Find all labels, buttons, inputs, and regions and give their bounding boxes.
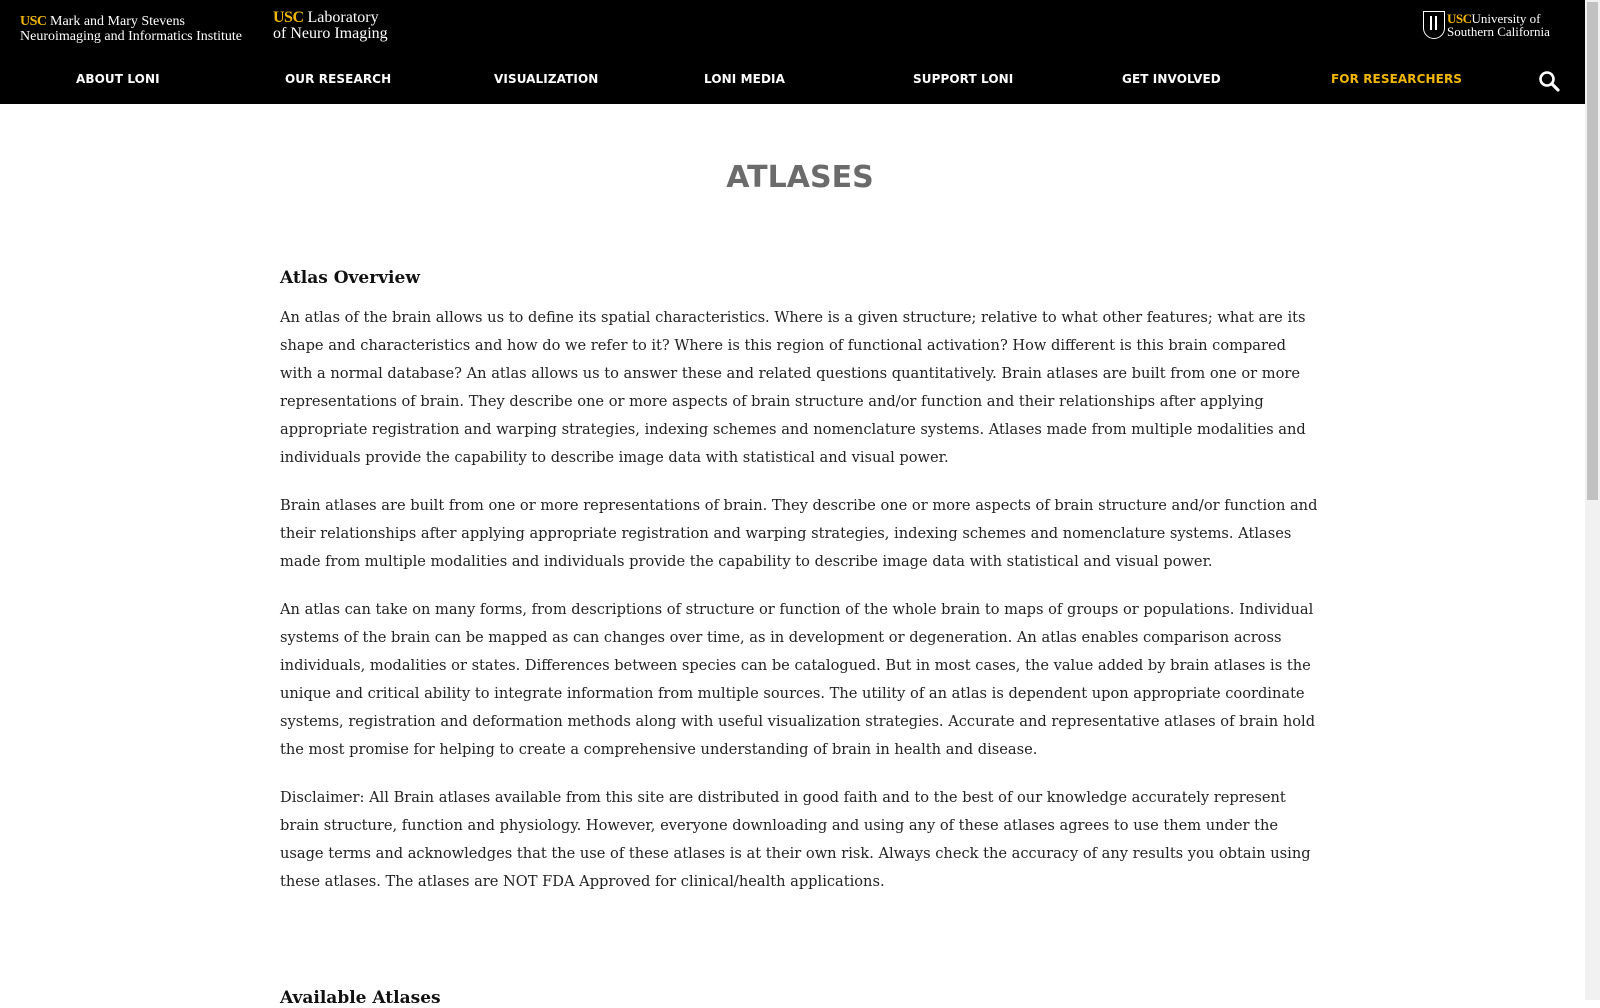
site-header — [0, 0, 1585, 104]
nav-loni-media[interactable]: LONI MEDIA — [704, 72, 785, 86]
section-heading-atlas-overview: Atlas Overview — [280, 268, 420, 288]
nav-get-involved[interactable]: GET INVOLVED — [1122, 72, 1221, 86]
logo-line: Laboratory — [307, 9, 379, 26]
nav-for-researchers[interactable]: FOR RESEARCHERS — [1331, 72, 1463, 86]
logo-line: of Neuro Imaging — [273, 25, 388, 42]
paragraph: An atlas of the brain allows us to define its spatial characteristics. Where is a given structure; relative to what other features; what are its shape and characteristics and how do we refer to it? Where is this region of functional activation? How different is this brain compared with a normal database? An atlas allows us to answer these and related questions quantitatively. Brain atlases are built from one or more representations of brain. They describe one or more aspects of brain structure and/or function and their relationships after applying appropriate registration and warping strategies, indexing schemes and nomenclature systems. Atlases made from multiple modalities and individuals provide the capability to describe image data with statistical and visual power. — [280, 309, 1306, 466]
logo-line: Southern California — [1447, 24, 1550, 39]
paragraph: An atlas can take on many forms, from descriptions of structure or function of the whole brain to maps of groups or populations. Individual systems of the brain can be mapped as can changes over time, as in development or degeneration. An atlas enables comparison across individuals, modalities or states. Differences between species can be catalogued. But in most cases, the value added by brain atlases is the unique and critical ability to integrate information from multiple sources. The utility of an atlas is dependent upon appropriate coordinate systems, registration and deformation methods along with useful visualization strategies. Accurate and representative atlases of brain hold the most promise for helping to create a comprehensive understanding of brain in health and disease. — [280, 601, 1316, 758]
logo-line: Neuroimaging and Informatics Institute — [20, 29, 242, 44]
section-heading-available-atlases: Available Atlases — [280, 988, 441, 1008]
nav-visualization[interactable]: VISUALIZATION — [494, 72, 599, 86]
logo-line: University of — [1471, 11, 1541, 26]
usc-mark: USC — [273, 9, 304, 26]
usc-mark: USC — [1447, 11, 1472, 26]
nav-about-loni[interactable]: ABOUT LONI — [76, 72, 160, 86]
paragraph: Brain atlases are built from one or more representations of brain. They describe one or more aspects of brain structure and/or function and their relationships after applying appropriate registration and warping strategies, indexing schemes and nomenclature systems. Atlases made from multiple modalities and individuals provide the capability to describe image data with statistical and visual power. — [280, 497, 1318, 570]
search-icon[interactable] — [1538, 70, 1560, 92]
usc-seal-icon — [1423, 11, 1445, 39]
disclaimer-paragraph: Disclaimer: All Brain atlases available from this site are distributed in good faith and to the best of our knowledge accurately represent brain structure, function and physiology. However, everyone downloading and using any of these atlases agrees to use them under the usage terms and acknowledges that the use of these atlases is at their own risk. Always check the accuracy of any results you obtain using these atlases. The atlases are NOT FDA Approved for clinical/health applications. — [280, 789, 1311, 890]
main-content — [280, 268, 1320, 916]
main-navigation — [0, 66, 1585, 92]
nav-our-research[interactable]: OUR RESEARCH — [285, 72, 392, 86]
page-scrollbar[interactable] — [1585, 0, 1600, 1000]
loni-logo[interactable] — [273, 10, 388, 42]
usc-university-logo[interactable] — [1423, 11, 1550, 39]
logo-line: Mark and Mary Stevens — [50, 14, 185, 29]
stevens-institute-logo[interactable] — [20, 14, 242, 44]
usc-mark: USC — [20, 14, 47, 29]
nav-support-loni[interactable]: SUPPORT LONI — [913, 72, 1014, 86]
scrollbar-thumb[interactable] — [1587, 2, 1598, 500]
page-title: ATLASES — [726, 160, 874, 196]
